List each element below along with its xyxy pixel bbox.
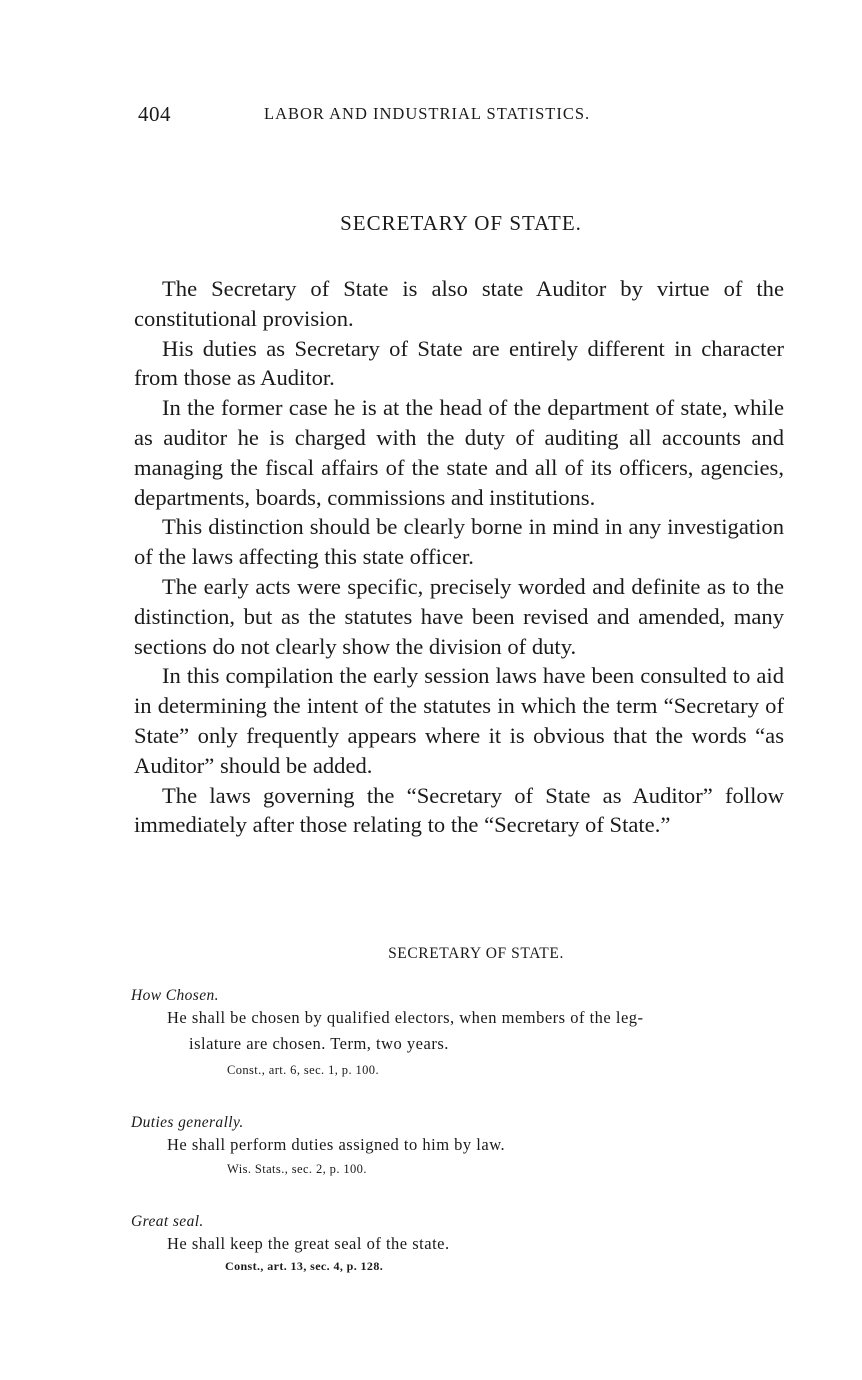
entry-citation: Const., art. 6, sec. 1, p. 100. <box>227 1063 379 1077</box>
statutes-heading: SECRETARY OF STATE. <box>388 945 564 962</box>
intro-paragraph: The Secretary of State is also state Auditor by virtue of the constitutional provision. <box>134 276 784 331</box>
entry-label: How Chosen. <box>131 987 219 1004</box>
intro-paragraph: In the former case he is at the head of the department of state, while as auditor he is charged with the duty of auditing all accounts and managing the fiscal affairs of the state and all of its officers, agencies, departments, boards, commissions and institutions. <box>134 395 784 510</box>
entry-label: Great seal. <box>131 1213 204 1230</box>
statute-entry-duties-generally <box>131 1114 791 1177</box>
intro-paragraph: The early acts were specific, precisely worded and definite as to the distinction, but as the statutes have been revised and amended, many sections do not clearly show the division of duty. <box>134 573 784 659</box>
entry-text: He shall keep the great seal of the state. <box>167 1234 450 1253</box>
intro-paragraph: This distinction should be clearly borne in mind in any investigation of the laws affecting this state officer. <box>134 514 784 570</box>
entry-text <box>131 1005 791 1057</box>
statute-entry-how-chosen <box>131 987 791 1078</box>
entry-text: He shall perform duties assigned to him by law. <box>167 1135 506 1154</box>
entry-label: Duties generally. <box>131 1114 244 1131</box>
entry-text-line: islature are chosen. Term, two years. <box>189 1034 449 1053</box>
running-title: LABOR AND INDUSTRIAL STATISTICS. <box>264 104 591 123</box>
intro-text <box>134 274 784 840</box>
entry-citation: Wis. Stats., sec. 2, p. 100. <box>227 1162 367 1176</box>
intro-paragraph: In this compilation the early session laws have been consulted to aid in determining the intent of the statutes in which the term “Secretary of State” only frequently appears where it is obvious that the words “as Auditor” should be added. <box>134 663 784 778</box>
intro-paragraph: The laws governing the “Secretary of State as Auditor” follow immediately after those relating to the “Secretary of State.” <box>134 782 784 838</box>
statute-entry-great-seal <box>131 1213 791 1274</box>
section-title: SECRETARY OF STATE. <box>340 211 582 235</box>
intro-paragraph: His duties as Secretary of State are entirely different in character from those as Auditor. <box>134 335 784 391</box>
page-number: 404 <box>138 102 171 126</box>
entry-citation: Const., art. 13, sec. 4, p. 128. <box>225 1259 384 1273</box>
entry-text-line: He shall be chosen by qualified electors, when members of the leg- <box>167 1008 644 1027</box>
